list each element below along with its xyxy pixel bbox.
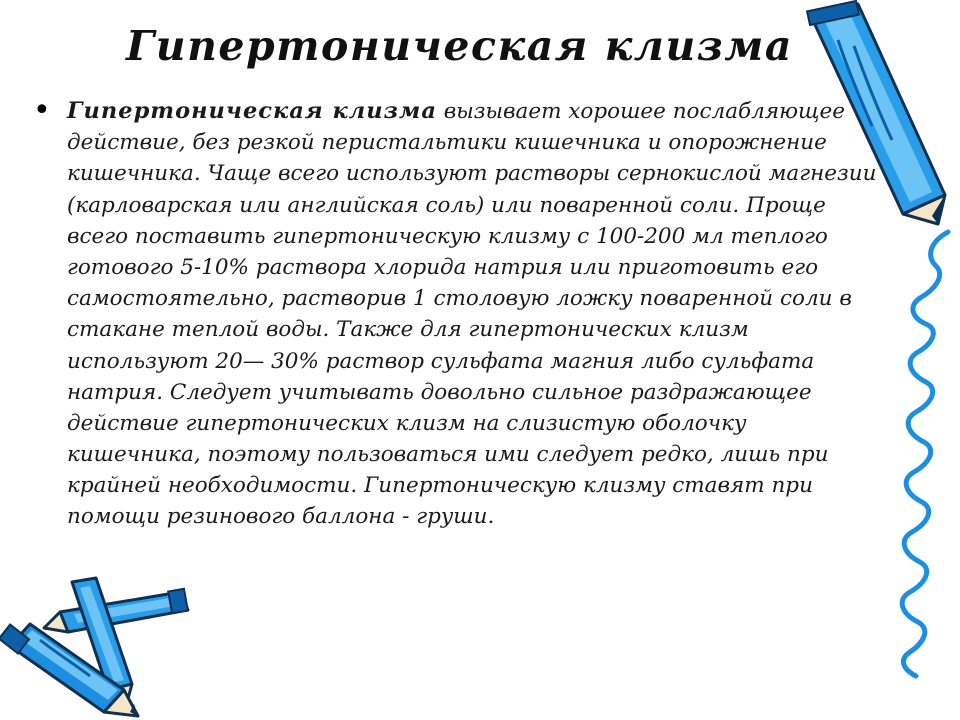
text-line-1-rest: вызывает хорошее послабляющее (443, 99, 845, 124)
term-highlight: Гипертоническая клизма (67, 98, 437, 124)
pencil-clipart-icon (807, 1, 945, 224)
text-line-7: самостоятельно, растворив 1 столовую ложку поваренной соли в (67, 286, 852, 312)
squiggle-line-icon (902, 232, 948, 676)
pencils-clipart-icon (0, 578, 188, 716)
text-line-4: (карловарская или английская соль) или поваренной соли. Проще (67, 192, 826, 218)
text-line-3: кишечника. Чаще всего используют растворы сернокислой магнезии (67, 161, 877, 187)
text-line-14: помощи резинового баллона - груши. (67, 504, 495, 530)
text-line-2: действие, без резкой перистальтики кишечника и опорожнение (67, 130, 827, 156)
text-line-5: всего поставить гипертоническую клизму с 100-200 мл теплого (67, 223, 828, 249)
text-line-11: действие гипертонических клизм на слизистую оболочку (67, 410, 747, 436)
text-line-13: крайней необходимости. Гипертоническую клизму ставят при (67, 473, 813, 499)
text-line-12: кишечника, поэтому пользоваться ими следует редко, лишь при (67, 442, 829, 468)
bullet-marker: • (33, 93, 51, 128)
text-line-8: стакане теплой воды. Также для гипертонических клизм (67, 317, 749, 343)
slide-title: Гипертоническая клизма (126, 22, 793, 70)
text-line-10: натрия. Следует учитывать довольно сильное раздражающее (67, 379, 812, 405)
text-line-6: готового 5-10% раствора хлорида натрия или приготовить его (67, 254, 819, 280)
text-line-9: используют 20— 30% раствор сульфата магния либо сульфата (67, 348, 815, 374)
